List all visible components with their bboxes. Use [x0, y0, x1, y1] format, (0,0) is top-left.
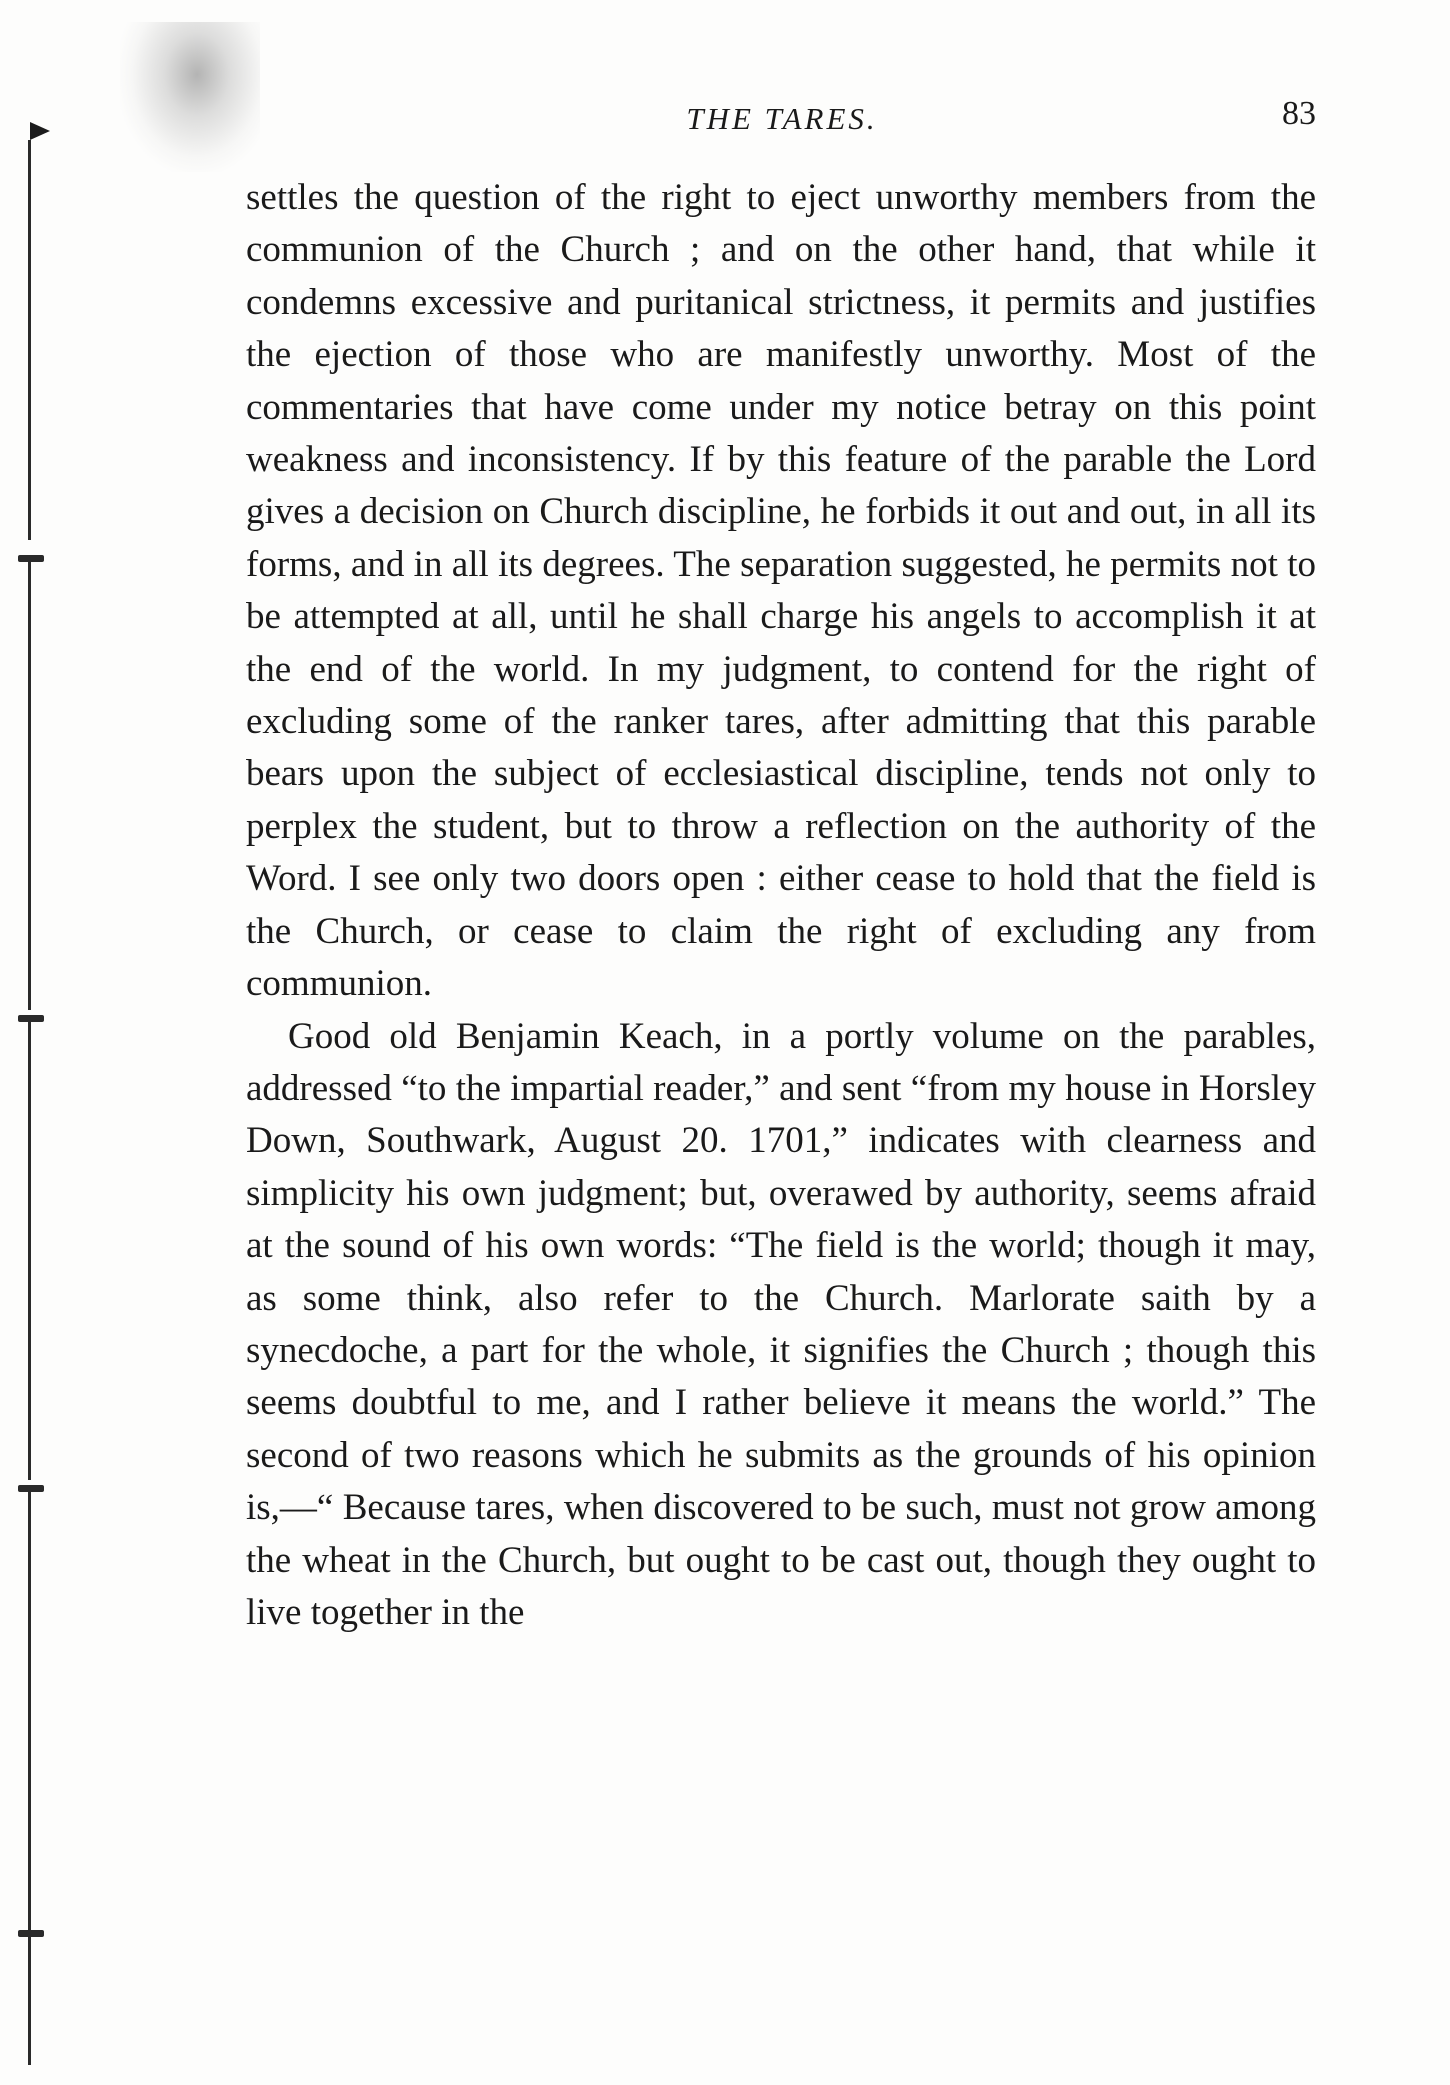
- binding-tick: [18, 555, 44, 562]
- page-header: [248, 95, 1316, 145]
- binding-tick: [18, 1930, 44, 1937]
- page-number: 83: [1282, 95, 1316, 132]
- binding-line-bottom: [28, 1490, 31, 1930]
- running-title: THE TARES.: [686, 101, 878, 136]
- binding-line-middle: [28, 560, 31, 1010]
- paragraph-continuation: settles the question of the right to eject unworthy members from the communion of the Church ; and on the other hand, that while it condemns excessive and puritanical strictness, it permits and justifies the ejection of those who are manifestly unworthy. Most of the commentaries that have come under my notice betray on this point weakness and inconsistency. If by this feature of the parable the Lord gives a decision on Church discipline, he forbids it out and out, in all its forms, and in all its degrees. The separation suggested, he permits not to be attempted at all, until he shall charge his angels to accomplish it at the end of the world. In my judgment, to contend for the right of excluding some of the ranker tares, after admitting that this parable bears upon the subject of ecclesiastical discipline, tends not only to perplex the student, but to throw a reflection on the authority of the Word. I see only two doors open : either cease to hold that the field is the Church, or cease to claim the right of excluding any from communion.: [246, 177, 1316, 1005]
- binding-line-upper: [28, 140, 31, 540]
- binding-line-end: [28, 1935, 31, 2065]
- binding-arrow-mark: [30, 122, 50, 140]
- scan-smudge: [120, 22, 260, 172]
- paragraph-keach: Good old Benjamin Keach, in a portly volume on the parables, addressed “to the impartial reader,” and sent “from my house in Horsley Down, Southwark, August 20. 1701,” indicates with clearness and simplicity his own judgment; but, overawed by authority, seems afraid at the sound of his own words: “The field is the world; though it may, as some think, also refer to the Church. Marlorate saith by a synecdoche, a part for the whole, it signifies the Church ; though this seems doubtful to me, and I rather believe it means the world.” The second of two reasons which he submits as the grounds of his opinion is,—“ Because tares, when discovered to be such, must not grow among the wheat in the Church, but ought to be cast out, though they ought to live together in the: [246, 1015, 1316, 1633]
- binding-tick: [18, 1015, 44, 1022]
- binding-tick: [18, 1485, 44, 1492]
- body-text: [246, 172, 1316, 1639]
- binding-line-lower: [28, 1020, 31, 1480]
